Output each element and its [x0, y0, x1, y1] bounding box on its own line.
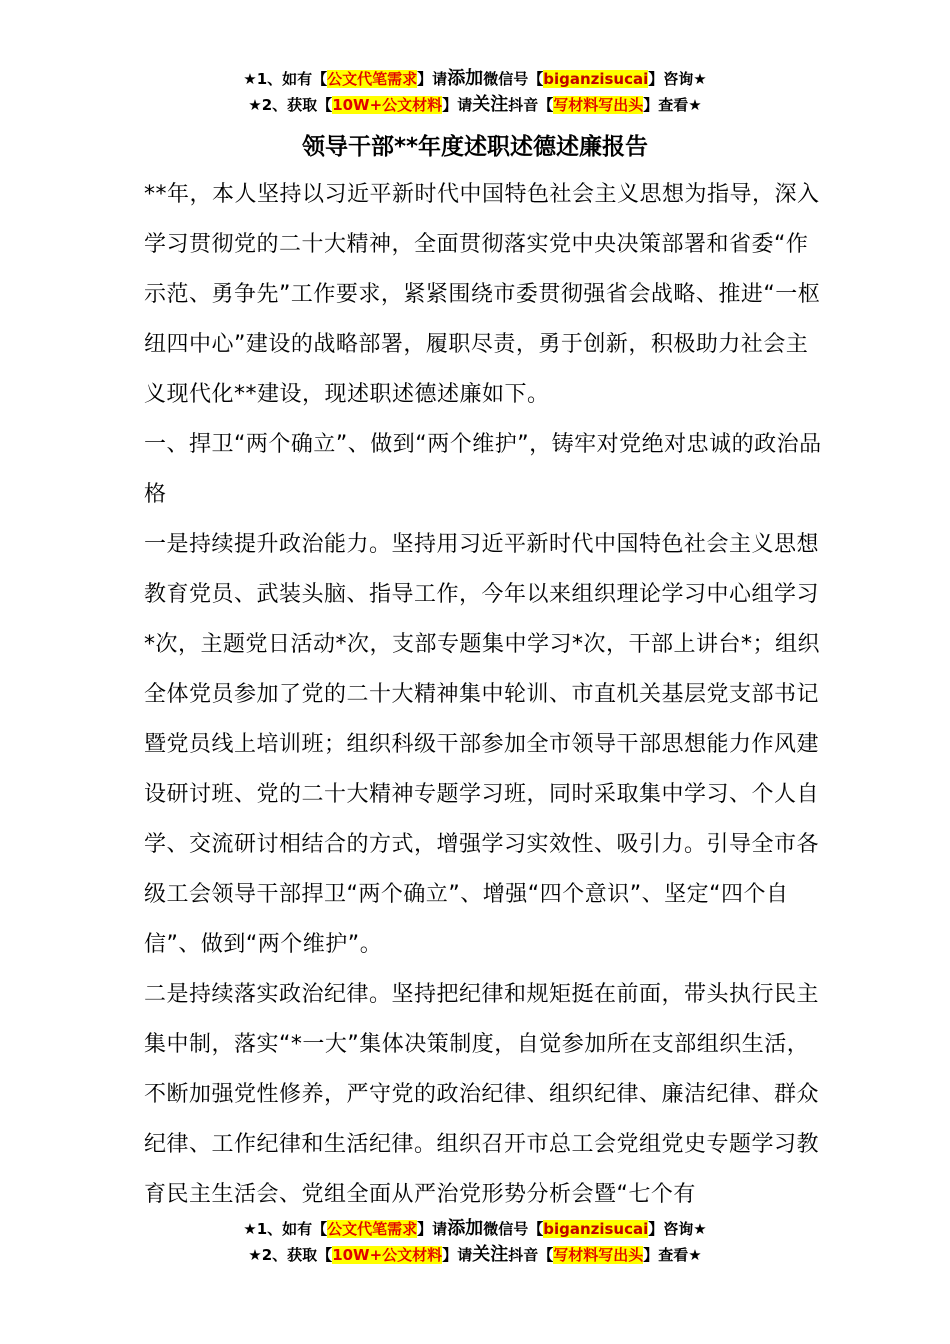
footer-banner — [0, 1216, 950, 1268]
banner-highlight: 写材料写出头 — [553, 1246, 644, 1264]
banner-highlight: biganzisucai — [543, 70, 649, 88]
banner-text: ★1、如有【 — [243, 1220, 328, 1238]
banner-text: 抖音【 — [508, 1246, 554, 1264]
banner-emphasis: 关注 — [472, 1244, 509, 1265]
banner-text: 】咨询★ — [648, 70, 707, 88]
banner-highlight: 10W+公文材料 — [332, 96, 443, 114]
banner-text: ★1、如有【 — [243, 70, 328, 88]
banner-text: 】查看★ — [643, 96, 702, 114]
banner-highlight: 写材料写出头 — [553, 96, 644, 114]
banner-line-2 — [0, 92, 950, 118]
banner-emphasis: 关注 — [472, 94, 509, 115]
banner-text: 微信号【 — [483, 1220, 544, 1238]
banner-text: 】请 — [417, 70, 448, 88]
paragraph: **年，本人坚持以习近平新时代中国特色社会主义思想为指导，深入学习贯彻党的二十大精神，全面贯彻落实党中央决策部署和省委“作示范、勇争先”工作要求，紧紧围绕市委贯彻强省会战略、推进“一枢纽四中心”建设的战略部署，履职尽责，勇于创新，积极助力社会主义现代化**建设，现述职述德述廉如下。 — [144, 182, 821, 407]
document-title: 领导干部**年度述职述德述廉报告 — [301, 134, 649, 160]
banner-text: 】请 — [417, 1220, 448, 1238]
banner-highlight: 10W+公文材料 — [332, 1246, 443, 1264]
banner-text: ★2、获取【 — [248, 96, 333, 114]
banner-highlight: 公文代笔需求 — [327, 70, 418, 88]
banner-text: 】请 — [442, 1246, 473, 1264]
banner-highlight: biganzisucai — [543, 1220, 649, 1238]
paragraph: 一是持续提升政治能力。坚持用习近平新时代中国特色社会主义思想教育党员、武装头脑、指导工作，今年以来组织理论学习中心组学习*次，主题党日活动*次，支部专题集中学习*次，干部上讲台*；组织全体党员参加了党的二十大精神集中轮训、市直机关基层党支部书记暨党员线上培训班；组织科级干部参加全市领导干部思想能力作风建设研讨班、党的二十大精神专题学习班，同时采取集中学习、个人自学、交流研讨相结合的方式，增强学习实效性、吸引力。引导全市各级工会领导干部捍卫“两个确立”、增强“四个意识”、坚定“四个自信”、做到“两个维护”。 — [144, 532, 821, 957]
header-banner — [0, 66, 950, 118]
banner-emphasis: 添加 — [447, 1218, 484, 1239]
footer-line-2 — [0, 1242, 950, 1268]
footer-line-1 — [0, 1216, 950, 1242]
banner-highlight: 公文代笔需求 — [327, 1220, 418, 1238]
banner-text: 微信号【 — [483, 70, 544, 88]
banner-line-1 — [0, 66, 950, 92]
banner-emphasis: 添加 — [447, 68, 484, 89]
banner-text: ★2、获取【 — [248, 1246, 333, 1264]
section-heading: 一、捍卫“两个确立”、做到“两个维护”，铸牢对党绝对忠诚的政治品格 — [144, 432, 822, 507]
banner-text: 】咨询★ — [648, 1220, 707, 1238]
banner-text: 】查看★ — [643, 1246, 702, 1264]
banner-text: 抖音【 — [508, 96, 554, 114]
document-body — [144, 170, 824, 1220]
banner-text: 】请 — [442, 96, 473, 114]
paragraph: 二是持续落实政治纪律。坚持把纪律和规矩挺在前面，带头执行民主集中制，落实“*一大”集体决策制度，自觉参加所在支部组织生活，不断加强党性修养，严守党的政治纪律、组织纪律、廉洁纪律、群众纪律、工作纪律和生活纪律。组织召开市总工会党组党史专题学习教育民主生活会、党组全面从严治党形势分析会暨“七个有 — [144, 982, 820, 1207]
